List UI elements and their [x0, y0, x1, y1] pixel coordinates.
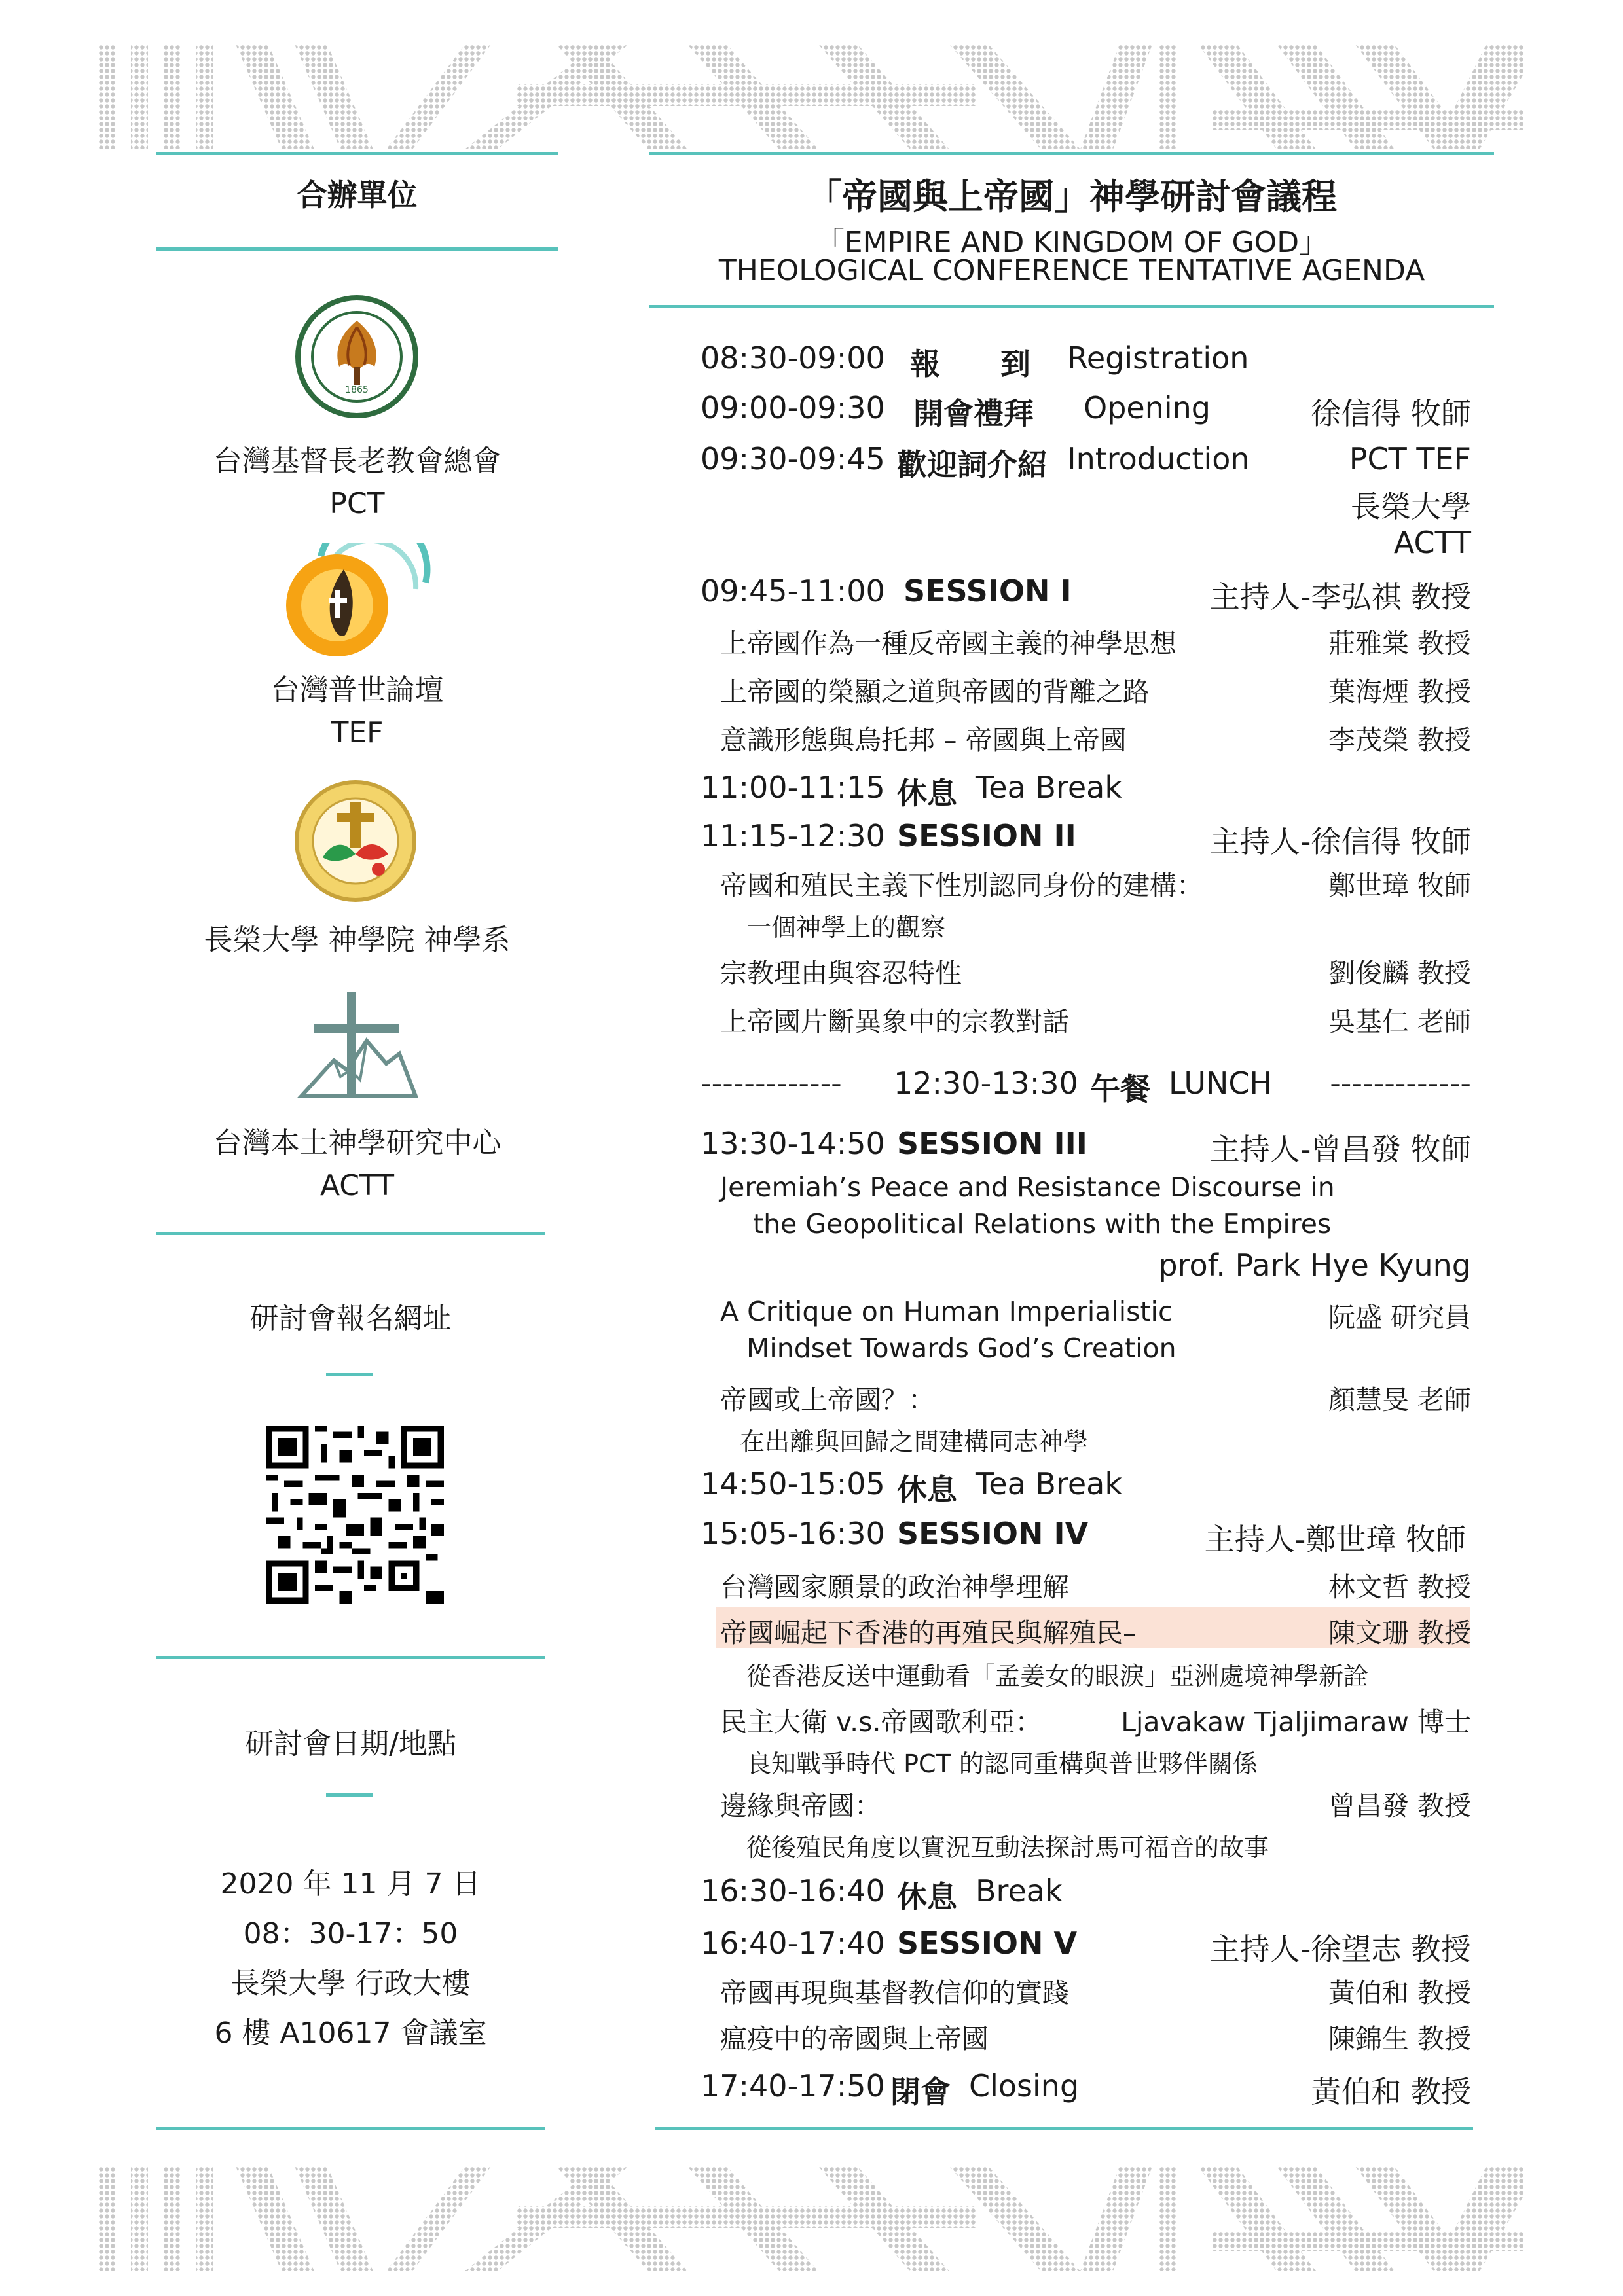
qr-code-icon[interactable]	[266, 1426, 444, 1606]
bottom-decorative-band	[98, 2166, 1525, 2271]
reg-zh: 報 到	[910, 346, 1030, 382]
date-place-label: 研討會日期/地點	[245, 1727, 456, 1761]
reg-en: Registration	[1067, 340, 1249, 376]
s4-talk-2-subtitle: 從香港反送中運動看「孟姜女的眼淚」亞洲處境神學新詮	[746, 1662, 1369, 1691]
s2-talk-1-subtitle: 一個神學上的觀察	[746, 913, 946, 942]
co-organizers-heading: 合辦單位	[297, 177, 418, 213]
break2-en: Tea Break	[976, 1466, 1122, 1501]
s3-talk-1-subtitle: the Geopolitical Relations with the Empires	[753, 1208, 1332, 1240]
s5-label: SESSION V	[897, 1926, 1078, 1961]
intro-zh: 歡迎詞介紹	[897, 447, 1048, 482]
org-pct-abbr: PCT	[329, 487, 385, 520]
org-cjcu-name: 長榮大學 神學院 神學系	[204, 924, 511, 957]
s4-talk-3-speaker: Ljavakaw Tjaljimaraw 博士	[1121, 1706, 1471, 1738]
s2-talk-1-title: 帝國和殖民主義下性別認同身份的建構：	[720, 870, 1203, 901]
org-actt-abbr: ACTT	[319, 1169, 395, 1202]
cjcu-seal-icon	[293, 779, 418, 906]
break2-time: 14:50-15:05	[701, 1466, 885, 1501]
s2-label: SESSION II	[897, 818, 1076, 853]
register-short-rule	[326, 1373, 373, 1376]
org-pct-name: 台灣基督長老教會總會	[213, 444, 501, 478]
s2-time: 11:15-12:30	[701, 818, 885, 853]
s2-chair: 主持人-徐信得 牧師	[1209, 824, 1471, 859]
conference-venue: 長榮大學 行政大樓	[230, 1967, 471, 2000]
lunch-dash-left: -------------	[701, 1066, 842, 1101]
s2-talk-3-title: 上帝國片斷異象中的宗教對話	[720, 1006, 1069, 1037]
s4-talk-3-title: 民主大衛 v.s.帝國歌利亞：	[720, 1706, 1042, 1738]
s3-talk-2-title: A Critique on Human Imperialistic	[720, 1296, 1173, 1327]
s4-talk-1-title: 台灣國家願景的政治神學理解	[720, 1571, 1069, 1603]
s1-talk-2-speaker: 葉海煙 教授	[1328, 676, 1471, 708]
s4-chair: 主持人-鄭世璋 牧師	[1204, 1522, 1466, 1557]
left-qr-rule	[156, 1656, 545, 1659]
opening-zh: 開會禮拜	[913, 396, 1034, 431]
break1-en: Tea Break	[976, 770, 1122, 805]
s1-talk-2-title: 上帝國的榮顯之道與帝國的背離之路	[720, 676, 1150, 708]
lunch-dash-right: -------------	[1330, 1066, 1471, 1101]
s4-label: SESSION IV	[897, 1516, 1089, 1551]
s1-talk-3-speaker: 李茂榮 教授	[1328, 725, 1471, 756]
lunch-zh: 午餐	[1090, 1071, 1150, 1107]
conference-time: 08：30-17：50	[243, 1917, 458, 1950]
s2-talk-1-speaker: 鄭世璋 牧師	[1328, 870, 1471, 901]
org-tef-name: 台灣普世論壇	[270, 673, 444, 707]
agenda-title-en-2: THEOLOGICAL CONFERENCE TENTATIVE AGENDA	[718, 254, 1425, 287]
s1-time: 09:45-11:00	[701, 573, 885, 609]
closing-time: 17:40-17:50	[701, 2068, 885, 2104]
break3-en: Break	[976, 1873, 1063, 1909]
s1-chair: 主持人-李弘祺 教授	[1209, 579, 1471, 615]
actt-cross-mountain-icon	[295, 988, 419, 1109]
left-mid-rule	[156, 1232, 545, 1235]
agenda-title-zh: 「帝國與上帝國」神學研討會議程	[807, 176, 1337, 217]
s3-talk-3-subtitle: 在出離與回歸之間建構同志神學	[740, 1427, 1089, 1456]
tef-logo-icon	[282, 543, 439, 664]
break3-zh: 休息	[897, 1879, 957, 1914]
svg-text:1865: 1865	[345, 385, 369, 395]
s3-talk-2-subtitle: Mindset Towards God’s Creation	[746, 1333, 1176, 1364]
date-short-rule	[326, 1793, 373, 1797]
s3-talk-3-title: 帝國或上帝國？：	[720, 1384, 935, 1416]
left-bottom-rule	[156, 2127, 545, 2130]
lunch-time: 12:30-13:30	[894, 1066, 1078, 1101]
closing-speaker: 黃伯和 教授	[1311, 2074, 1471, 2109]
reg-time: 08:30-09:00	[701, 340, 885, 376]
break1-time: 11:00-11:15	[701, 770, 885, 805]
right-bottom-rule	[655, 2127, 1473, 2130]
s2-talk-2-speaker: 劉俊麟 教授	[1328, 958, 1471, 989]
right-top-rule	[649, 152, 1494, 155]
s2-talk-2-title: 宗教理由與容忍特性	[720, 958, 962, 989]
pct-seal-icon	[295, 295, 419, 422]
title-rule	[649, 305, 1494, 308]
s3-talk-2-speaker: 阮盛 研究員	[1328, 1302, 1471, 1333]
s3-talk-3-speaker: 顏慧旻 老師	[1328, 1384, 1471, 1416]
s3-talk-1-speaker: prof. Park Hye Kyung	[1158, 1247, 1471, 1283]
opening-speaker: 徐信得 牧師	[1311, 396, 1471, 431]
intro-en: Introduction	[1067, 441, 1250, 476]
register-label: 研討會報名網址	[249, 1302, 452, 1335]
s5-talk-1-title: 帝國再現與基督教信仰的實踐	[720, 1977, 1069, 2009]
s3-chair: 主持人-曾昌發 牧師	[1209, 1132, 1471, 1167]
opening-time: 09:00-09:30	[701, 390, 885, 425]
break3-time: 16:30-16:40	[701, 1873, 885, 1909]
s4-talk-3-subtitle: 良知戰爭時代 PCT 的認同重構與普世夥伴關係	[746, 1749, 1258, 1778]
s1-talk-1-speaker: 莊雅棠 教授	[1328, 628, 1471, 659]
break1-zh: 休息	[897, 776, 957, 811]
conference-date: 2020 年 11 月 7 日	[220, 1867, 481, 1901]
s5-talk-1-speaker: 黃伯和 教授	[1328, 1977, 1471, 2009]
agenda-title-en-1: 「EMPIRE AND KINGDOM OF GOD」	[815, 226, 1328, 259]
s3-label: SESSION III	[897, 1126, 1087, 1161]
closing-en: Closing	[969, 2068, 1080, 2104]
top-decorative-band	[98, 45, 1525, 149]
s3-time: 13:30-14:50	[701, 1126, 885, 1161]
s4-talk-2-speaker: 陳文珊 教授	[1328, 1617, 1471, 1649]
left-top-rule	[156, 152, 558, 155]
s1-talk-1-title: 上帝國作為一種反帝國主義的神學思想	[720, 628, 1176, 659]
s4-talk-4-speaker: 曾昌發 教授	[1328, 1790, 1471, 1821]
opening-en: Opening	[1084, 390, 1211, 425]
s2-talk-3-speaker: 吳基仁 老師	[1328, 1006, 1471, 1037]
org-tef-abbr: TEF	[331, 716, 384, 749]
s5-talk-2-speaker: 陳錦生 教授	[1328, 2023, 1471, 2054]
closing-zh: 閉會	[890, 2074, 951, 2109]
s5-chair: 主持人-徐望志 教授	[1209, 1931, 1471, 1967]
s4-talk-4-subtitle: 從後殖民角度以實況互動法探討馬可福音的故事	[746, 1833, 1269, 1862]
s4-talk-2-title: 帝國崛起下香港的再殖民與解殖民–	[720, 1617, 1137, 1649]
s1-label: SESSION I	[903, 573, 1072, 609]
s5-time: 16:40-17:40	[701, 1926, 885, 1961]
conference-room: 6 樓 A10617 會議室	[214, 2017, 487, 2050]
s4-talk-1-speaker: 林文哲 教授	[1328, 1571, 1471, 1603]
s5-talk-2-title: 瘟疫中的帝國與上帝國	[720, 2023, 989, 2054]
left-heading-rule	[156, 247, 558, 251]
intro-speaker-3: ACTT	[1393, 525, 1471, 560]
break2-zh: 休息	[897, 1472, 957, 1507]
s1-talk-3-title: 意識形態與烏托邦 – 帝國與上帝國	[720, 725, 1127, 756]
intro-speaker-1: PCT TEF	[1349, 441, 1471, 476]
intro-time: 09:30-09:45	[701, 441, 885, 476]
s4-time: 15:05-16:30	[701, 1516, 885, 1551]
s3-talk-1-title: Jeremiah’s Peace and Resistance Discourse in	[720, 1172, 1335, 1203]
intro-speaker-2: 長榮大學	[1351, 489, 1471, 524]
org-actt-name: 台灣本土神學研究中心	[213, 1126, 501, 1160]
lunch-en: LUNCH	[1169, 1066, 1273, 1101]
s4-talk-4-title: 邊緣與帝國：	[720, 1790, 881, 1821]
